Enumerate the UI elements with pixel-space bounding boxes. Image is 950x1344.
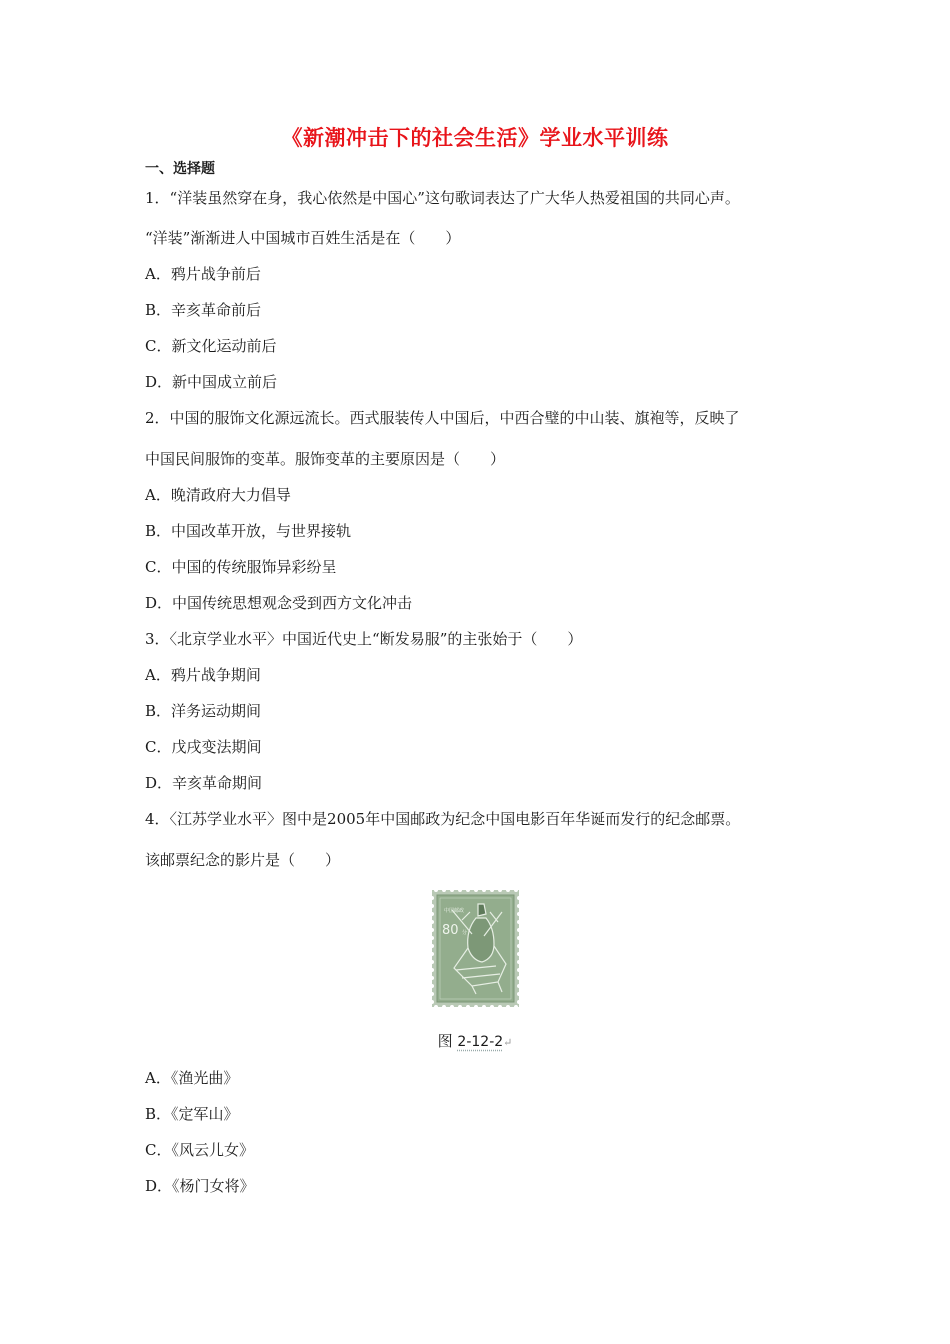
- question-1-option-a: A．鸦片战争前后: [145, 265, 261, 283]
- question-2-option-b: B．中国改革开放，与世界接轨: [145, 522, 352, 540]
- question-3-option-a: A．鸦片战争期间: [145, 666, 261, 684]
- stamp-value-text: 80: [442, 923, 459, 938]
- question-4-option-d: D．《杨门女将》: [145, 1177, 255, 1195]
- question-1-option-c: C．新文化运动前后: [145, 337, 277, 355]
- question-3-option-b: B．洋务运动期间: [145, 702, 262, 720]
- figure-caption-number: 2-12-2: [457, 1034, 504, 1050]
- question-3-stem-line-1: 3．〈北京学业水平〉中国近代史上“断发易服”的主张始于（ ）: [145, 630, 583, 648]
- question-3-option-c: C．戊戌变法期间: [145, 738, 262, 756]
- question-2-option-a: A．晚清政府大力倡导: [145, 486, 291, 504]
- question-1-stem-line-2: “洋装”渐渐进人中国城市百姓生活是在（ ）: [145, 229, 461, 247]
- question-2-stem-line-1: 2．中国的服饰文化源远流长。西式服装传人中国后，中西合璧的中山装、旗袍等，反映了: [145, 409, 740, 427]
- question-2-stem-line-2: 中国民间服饰的变革。服饰变革的主要原因是（ ）: [145, 450, 506, 468]
- figure-caption-prefix: 图: [437, 1032, 453, 1050]
- question-1-option-d: D．新中国成立前后: [145, 373, 278, 391]
- stamp-country-text: 中国邮政: [444, 908, 465, 914]
- question-4-stem-line-2: 该邮票纪念的影片是（ ）: [145, 851, 341, 869]
- question-4-stem-line-1: 4．〈江苏学业水平〉图中是2005年中国邮政为纪念中国电影百年华诞而发行的纪念邮票。: [145, 810, 741, 828]
- question-2-option-c: C．中国的传统服饰异彩纷呈: [145, 558, 337, 576]
- question-4-option-b: B．《定军山》: [145, 1105, 239, 1123]
- stamp-image: [432, 890, 519, 1007]
- question-4-option-a: A．《渔光曲》: [145, 1069, 239, 1087]
- section-heading: 一、选择题: [145, 161, 215, 177]
- question-1-stem-line-1: 1．“洋装虽然穿在身，我心依然是中国心”这句歌词表达了广大华人热爱祖国的共同心声。: [145, 189, 740, 207]
- question-3-option-d: D．辛亥革命期间: [145, 774, 263, 792]
- question-4-option-c: C．《风云儿女》: [145, 1141, 254, 1159]
- paragraph-mark-icon: ↵: [503, 1036, 513, 1049]
- question-1-option-b: B．辛亥革命前后: [145, 301, 262, 319]
- figure-caption: [0, 1030, 950, 1051]
- stamp-unit-text: 分: [462, 930, 468, 936]
- stamp-illustration: [432, 890, 519, 1007]
- question-2-option-d: D．中国传统思想观念受到西方文化冲击: [145, 594, 413, 612]
- document-title: 《新潮冲击下的社会生活》学业水平训练: [281, 126, 669, 150]
